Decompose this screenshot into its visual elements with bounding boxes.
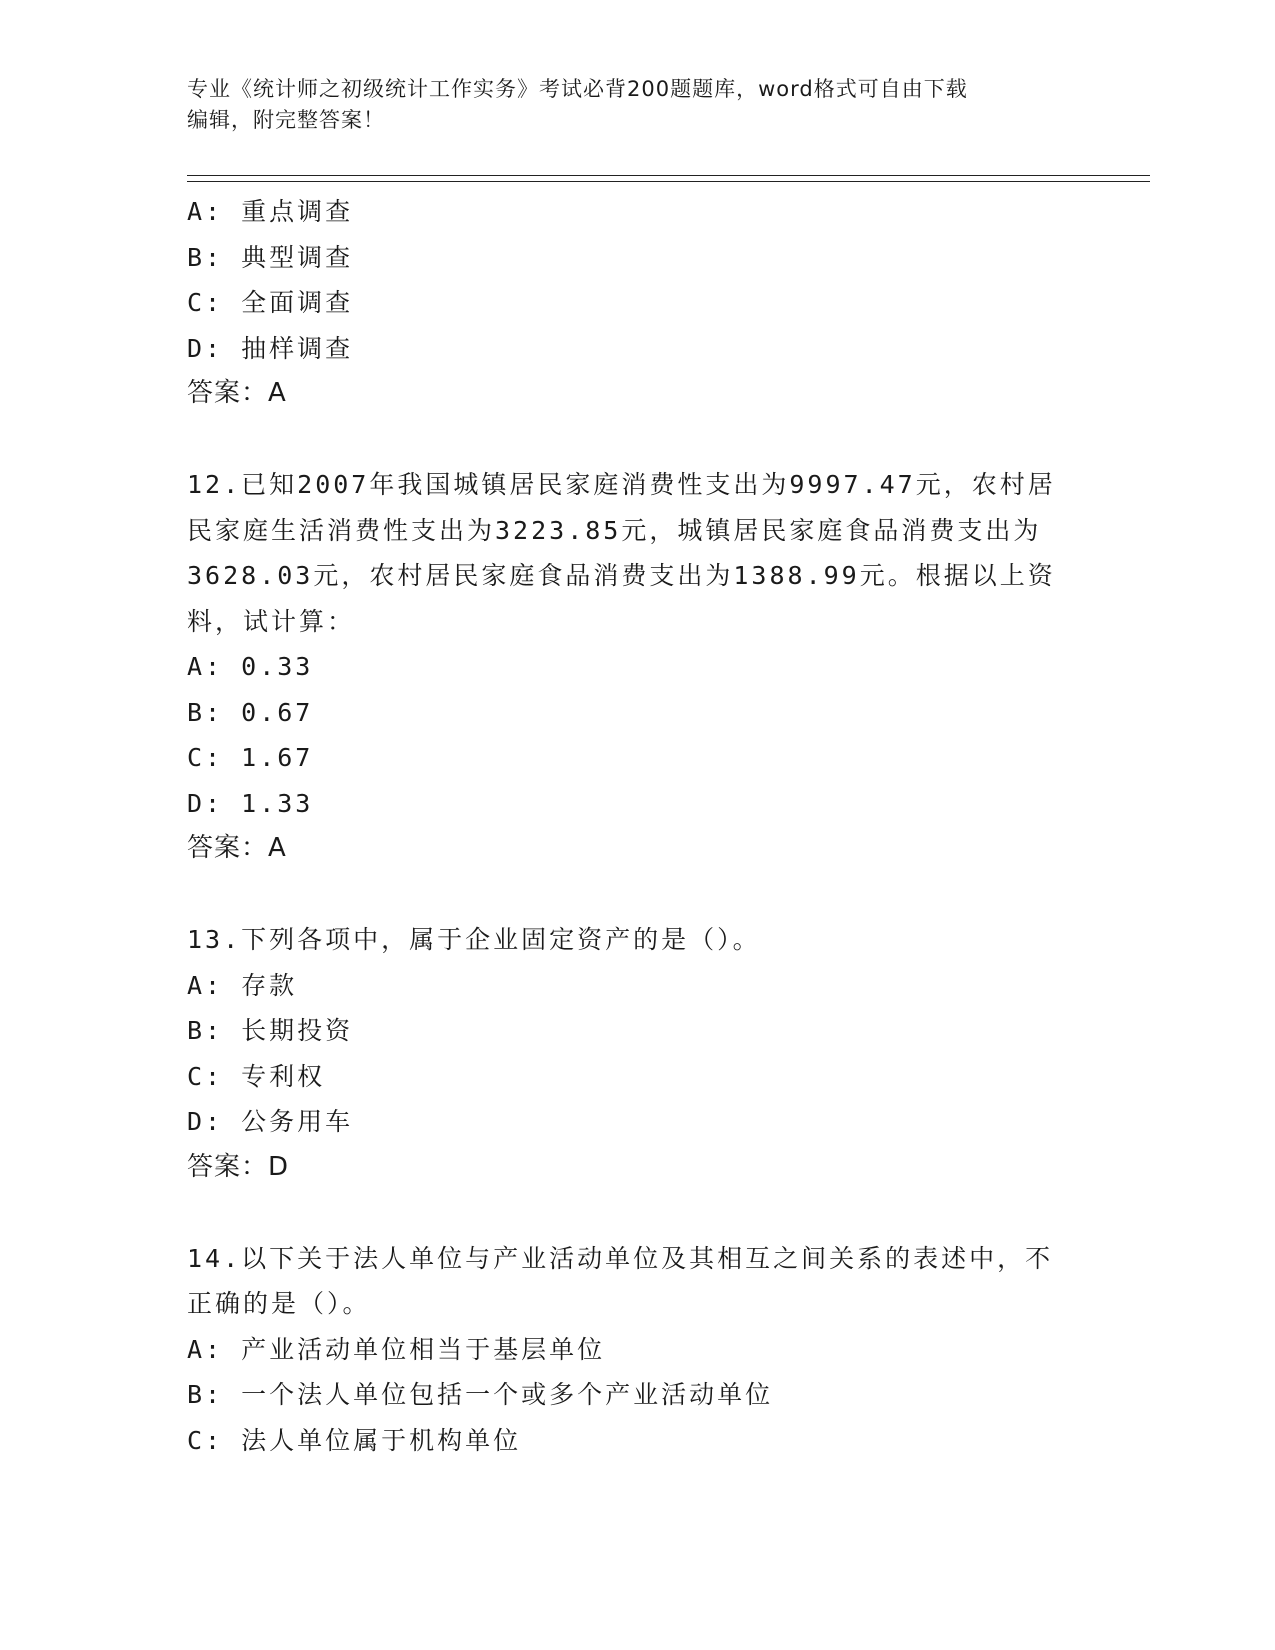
- question-text-line-2: 民家庭生活消费性支出为3223.85元，城镇居民家庭食品消费支出为: [187, 515, 1042, 545]
- option-c: C: 1.67: [187, 743, 314, 772]
- question-list: [187, 189, 1087, 1463]
- option-a: A: 存款: [187, 970, 298, 1000]
- question-text-line-3: 3628.03元，农村居民家庭食品消费支出为1388.99元。根据以上资: [187, 561, 1056, 590]
- question-14: [187, 1236, 1087, 1464]
- header-divider-top: [187, 175, 1150, 176]
- question-12: [187, 462, 1087, 872]
- spacer: [187, 1190, 1087, 1236]
- header-line-2: 编辑，附完整答案！: [187, 108, 385, 132]
- option-a: A: 重点调查: [187, 197, 354, 226]
- option-c: C: 专利权: [187, 1061, 326, 1091]
- option-a: A: 0.33: [187, 652, 314, 681]
- answer: 答案：D: [187, 1151, 290, 1182]
- option-c: C: 法人单位属于机构单位: [187, 1425, 522, 1455]
- option-d: D: 抽样调查: [187, 333, 354, 363]
- option-c: C: 全面调查: [187, 288, 354, 317]
- answer: 答案：A: [187, 378, 287, 408]
- question-11: [187, 189, 1087, 417]
- question-text-line-4: 料，试计算：: [187, 606, 356, 636]
- option-b: B: 典型调查: [187, 242, 354, 272]
- option-d: D: 1.33: [187, 788, 314, 818]
- question-text-line-1: 12.已知2007年我国城镇居民家庭消费性支出为9997.47元，农村居: [187, 470, 1056, 499]
- answer: 答案：A: [187, 833, 287, 863]
- spacer: [187, 872, 1087, 918]
- spacer: [187, 417, 1087, 463]
- document-header: [187, 74, 1087, 136]
- question-text-line-1: 13.下列各项中，属于企业固定资产的是（）。: [187, 925, 761, 954]
- header-line-1: 专业《统计师之初级统计工作实务》考试必背200题题库，word格式可自由下载: [187, 77, 968, 101]
- question-13: [187, 917, 1087, 1190]
- option-b: B: 长期投资: [187, 1016, 354, 1045]
- question-text-line-2: 正确的是（）。: [187, 1289, 371, 1318]
- option-d: D: 公务用车: [187, 1107, 354, 1136]
- option-a: A: 产业活动单位相当于基层单位: [187, 1334, 606, 1364]
- option-b: B: 0.67: [187, 697, 314, 727]
- header-divider-bottom: [187, 181, 1150, 182]
- question-text-line-1: 14.以下关于法人单位与产业活动单位及其相互之间关系的表述中，不: [187, 1243, 1054, 1273]
- option-b: B: 一个法人单位包括一个或多个产业活动单位: [187, 1380, 774, 1409]
